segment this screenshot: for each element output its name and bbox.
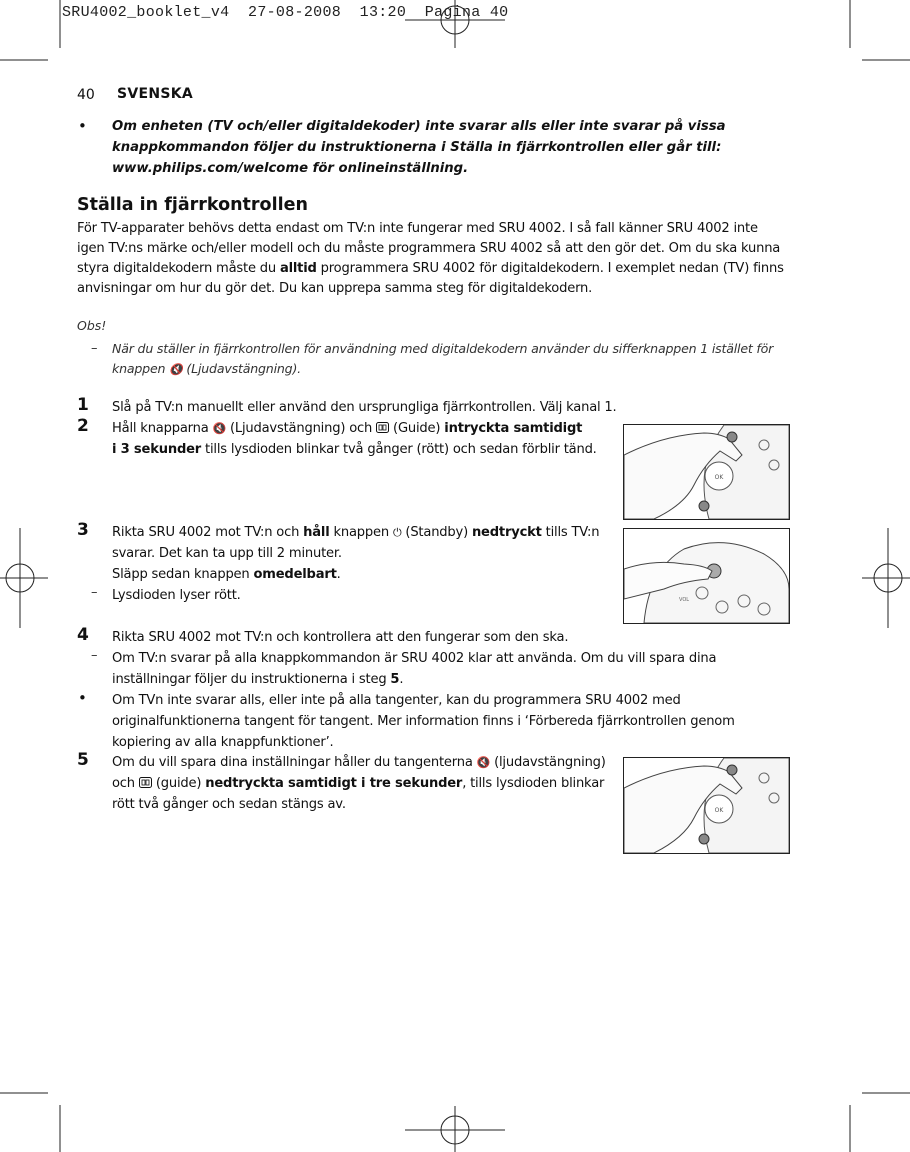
guide-icon — [376, 422, 389, 433]
standby-icon: ⏻ — [392, 526, 402, 539]
mute-icon: 🔇 — [212, 422, 226, 435]
illustration-step-3 — [623, 528, 790, 624]
step-5-number: 5 — [77, 750, 89, 770]
section-paragraph: För TV-apparater behövs detta endast om TV:n inte fungerar med SRU 4002. I så fall känner SRU 4002 inte igen TV:ns märke och/eller modell och du måste programmera SRU 4002 så att den gör det. Om du ska kunna styra digitaldekodern måste du alltid programmera SRU 4002 för digitaldekodern. I exemplet nedan (TV) finns anvisningar om hur du gör det. Du kan upprepa samma steg för digitaldekodern. — [77, 221, 784, 296]
page-number: 40 — [77, 87, 95, 103]
ok-label: OK — [714, 474, 724, 481]
step-2-number: 2 — [77, 416, 89, 436]
registration-mark-icon — [0, 528, 48, 628]
ok-label: OK — [714, 807, 724, 814]
guide-icon — [139, 777, 152, 788]
vol-label: VOL — [679, 597, 690, 603]
intro-text: Om enheten (TV och/eller digitaldekoder) inte svarar alls eller inte svarar på vissa knappkommandon följer du instruktionerna i Ställa in fjärrkontrollen eller går till: www.philips.com/welcome för onlineinställning. — [112, 119, 726, 176]
step-1-number: 1 — [77, 395, 89, 415]
note-text: När du ställer in fjärrkontrollen för användning med digitaldekodern använder du sifferknappen 1 istället för knappen 🔇 (Ljudavstängning). — [112, 341, 774, 376]
mute-icon: 🔇 — [476, 756, 491, 769]
step-4-number: 4 — [77, 625, 89, 645]
note-dash: – — [91, 341, 98, 356]
step-4-bullet: • — [78, 689, 87, 707]
registration-mark-icon — [862, 528, 910, 628]
step-4-text: Rikta SRU 4002 mot TV:n och kontrollera att den fungerar som den ska. — [112, 630, 569, 645]
illustration-step-5 — [623, 757, 790, 854]
intro-bullet: • — [78, 117, 87, 135]
step-3-number: 3 — [77, 520, 89, 540]
mute-icon: 🔇 — [169, 363, 183, 376]
language-heading: SVENSKA — [117, 86, 194, 102]
step-3-text: Rikta SRU 4002 mot TV:n och håll knappen ⏻ (Standby) nedtryckt tills TV:n svarar. Det kan ta upp till 2 minuter. Släpp sedan knappen omedelbart. — [112, 525, 600, 582]
note-label: Obs! — [77, 318, 107, 333]
step-3-led-text: Lysdioden lyser rött. — [112, 588, 241, 603]
step-4-ready-text: Om TV:n svarar på alla knappkommandon är SRU 4002 klar att använda. Om du vill spara dina inställningar följer du instruktionerna i steg 5. — [112, 651, 717, 687]
step-4-dash: – — [91, 648, 98, 663]
section-title: Ställa in fjärrkontrollen — [77, 195, 308, 215]
step-5-text: Om du vill spara dina inställningar håller du tangenterna 🔇 (ljudavstängning) och (guide) nedtryckta samtidigt i tre sekunder, tills lysdioden blinkar rött två gånger och sedan stängs av. — [112, 755, 606, 812]
step-1-text: Slå på TV:n manuellt eller använd den ursprungliga fjärrkontrollen. Välj kanal 1. — [112, 400, 617, 415]
step-2-text: Håll knapparna 🔇 (Ljudavstängning) och (Guide) intryckta samtidigt i 3 sekunder tills lysdioden blinkar två gånger (rött) och sedan förblir tänd. — [112, 421, 597, 457]
illustration-step-2 — [623, 424, 790, 520]
step-4-fallback-text: Om TVn inte svarar alls, eller inte på alla tangenter, kan du programmera SRU 4002 med originalfunktionerna tangent för tangent. Mer information finns i ‘Förbereda fjärrkontrollen genom kopiering av alla knappfunktioner’. — [112, 693, 735, 750]
step-3-dash: – — [91, 585, 98, 600]
print-slug: SRU4002_booklet_v4 27-08-2008 13:20 Pagina 40 — [62, 4, 509, 21]
registration-mark-icon — [405, 1106, 505, 1152]
